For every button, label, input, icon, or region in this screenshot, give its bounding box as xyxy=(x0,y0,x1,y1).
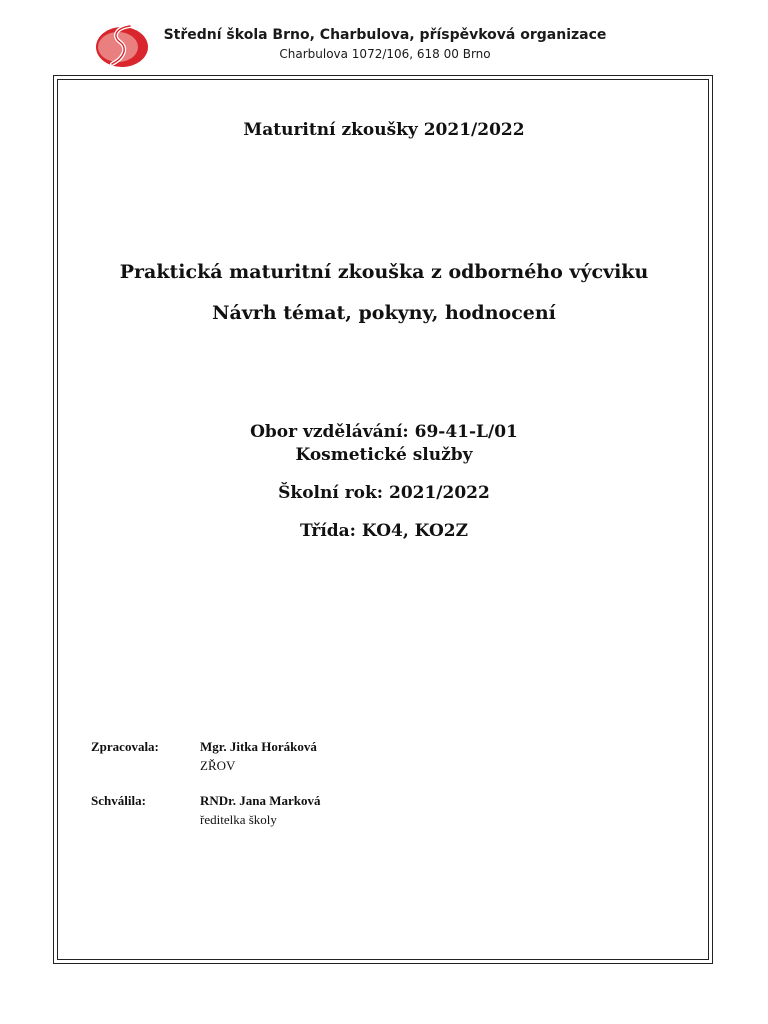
school-name: Střední škola Brno, Charbulova, příspěvková organizace xyxy=(163,27,607,43)
prepared-by-label: Zpracovala: xyxy=(91,739,159,754)
approved-by-label: Schválila: xyxy=(91,793,146,808)
prepared-by-role: ZŘOV xyxy=(200,758,236,773)
field-of-study: Obor vzdělávání: 69-41-L/01 xyxy=(250,422,518,442)
page-border-inner xyxy=(57,79,709,960)
approved-by-name: RNDr. Jana Marková xyxy=(200,793,321,808)
approved-by-role: ředitelka školy xyxy=(200,812,277,827)
document-subtitle: Návrh témat, pokyny, hodnocení xyxy=(212,302,556,324)
exam-year-heading: Maturitní zkoušky 2021/2022 xyxy=(243,120,525,140)
school-year: Školní rok: 2021/2022 xyxy=(278,483,490,503)
page-border xyxy=(53,75,713,964)
class-info: Třída: KO4, KO2Z xyxy=(299,521,469,541)
prepared-by-name: Mgr. Jitka Horáková xyxy=(200,739,317,754)
field-name: Kosmetické služby xyxy=(295,445,473,465)
document-title: Praktická maturitní zkouška z odborného výcviku xyxy=(119,261,649,283)
school-logo-icon xyxy=(94,20,150,70)
page-header xyxy=(0,0,768,72)
school-address: Charbulova 1072/106, 618 00 Brno xyxy=(279,47,491,61)
